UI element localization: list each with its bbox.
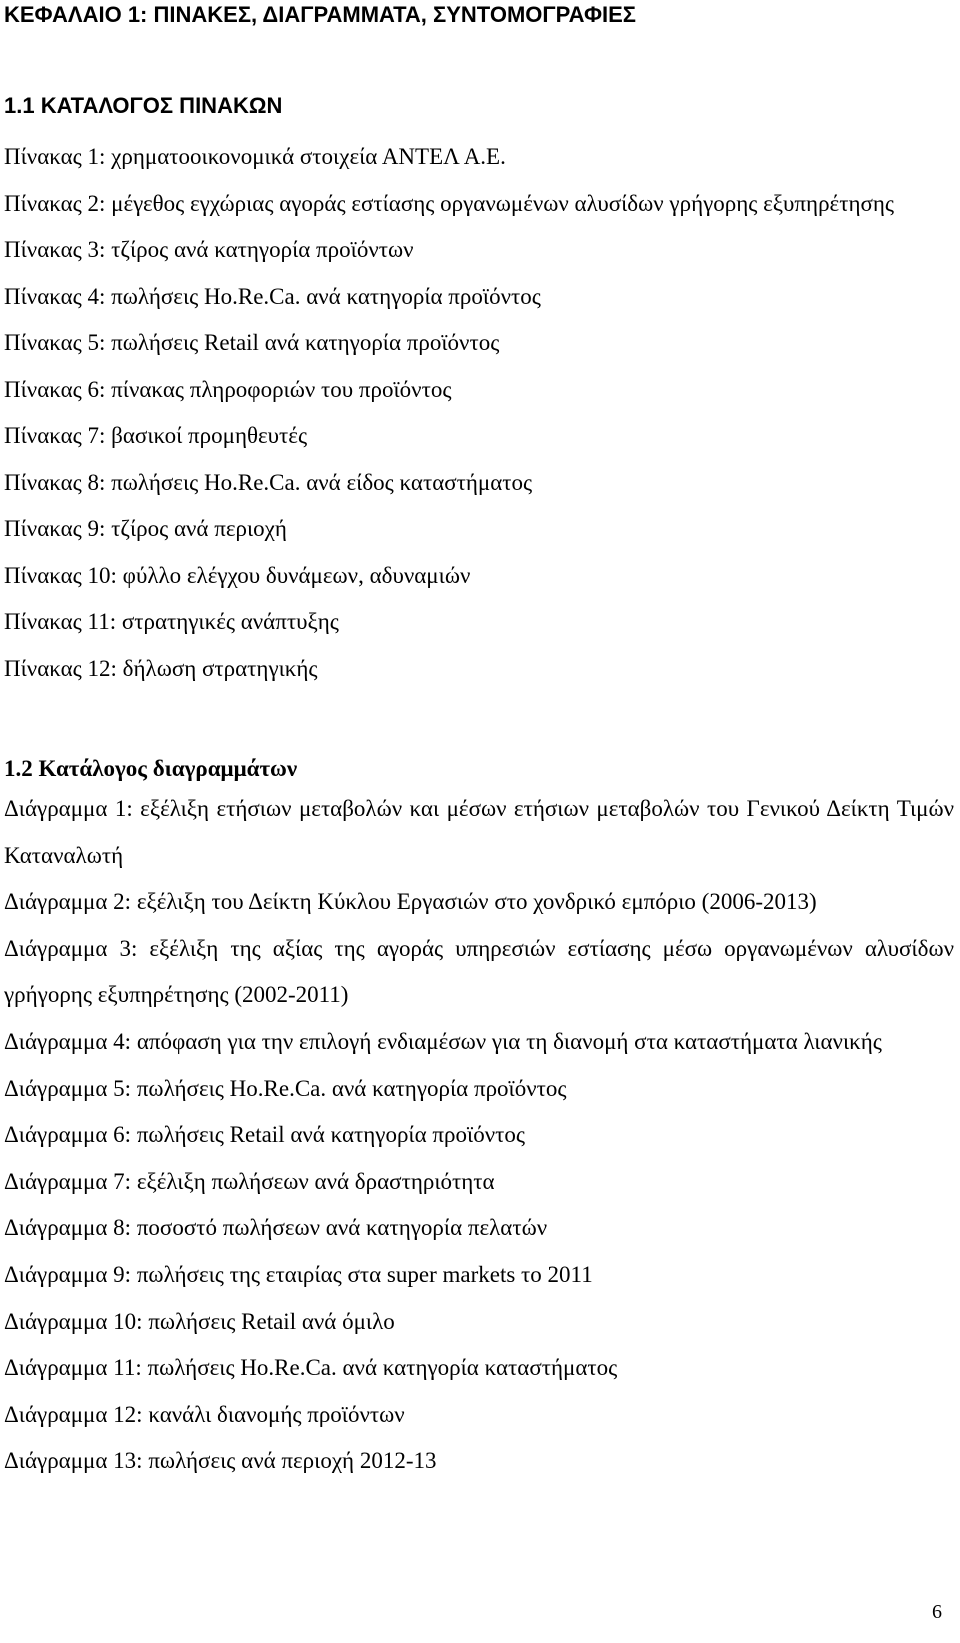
- table-entry-8: Πίνακας 8: πωλήσεις Ho.Re.Ca. ανά είδος καταστήματος: [4, 469, 533, 495]
- table-entry-9: Πίνακας 9: τζίρος ανά περιοχή: [4, 516, 287, 541]
- tables-list: [4, 134, 954, 692]
- diagram-entry-9: Διάγραμμα 9: πωλήσεις της εταιρίας στα super markets το 2011: [4, 1261, 593, 1287]
- tables-section-heading: 1.1 ΚΑΤΑΛΟΓΟΣ ΠΙΝΑΚΩΝ: [4, 93, 283, 118]
- diagram-entry-3: Διάγραμμα 3: εξέλιξη της αξίας της αγοράς υπηρεσιών εστίασης μέσω οργανωμένων αλυσίδων γρήγορης εξυπηρέτησης (2002-2011): [4, 935, 954, 1008]
- diagram-entry-2: Διάγραμμα 2: εξέλιξη του Δείκτη Κύκλου Εργασιών στο χονδρικό εμπόριο (2006-2013): [4, 889, 817, 915]
- diagram-entry-7: Διάγραμμα 7: εξέλιξη πωλήσεων ανά δραστηριότητα: [4, 1168, 495, 1194]
- table-entry-3: Πίνακας 3: τζίρος ανά κατηγορία προϊόντων: [4, 237, 414, 262]
- diagram-entry-12: Διάγραμμα 12: κανάλι διανομής προϊόντων: [4, 1401, 405, 1427]
- diagram-entry-8: Διάγραμμα 8: ποσοστό πωλήσεων ανά κατηγορία πελατών: [4, 1215, 548, 1241]
- table-entry-5: Πίνακας 5: πωλήσεις Retail ανά κατηγορία προϊόντος: [4, 330, 500, 355]
- diagram-entry-1: Διάγραμμα 1: εξέλιξη ετήσιων μεταβολών και μέσων ετήσιων μεταβολών του Γενικού Δείκτη Τιμών Καταναλωτή: [4, 796, 954, 868]
- diagram-entry-13: Διάγραμμα 13: πωλήσεις ανά περιοχή 2012-13: [4, 1448, 437, 1474]
- diagram-entry-4: Διάγραμμα 4: απόφαση για την επιλογή ενδιαμέσων για τη διανομή στα καταστήματα λιανικής: [4, 1028, 882, 1054]
- table-entry-12: Πίνακας 12: δήλωση στρατηγικής: [4, 655, 318, 681]
- diagram-entry-10: Διάγραμμα 10: πωλήσεις Retail ανά όμιλο: [4, 1308, 395, 1334]
- table-entry-4: Πίνακας 4: πωλήσεις Ho.Re.Ca. ανά κατηγορία προϊόντος: [4, 283, 541, 309]
- diagram-entry-5: Διάγραμμα 5: πωλήσεις Ho.Re.Ca. ανά κατηγορία προϊόντος: [4, 1075, 567, 1101]
- table-entry-11: Πίνακας 11: στρατηγικές ανάπτυξης: [4, 609, 339, 634]
- table-entry-7: Πίνακας 7: βασικοί προμηθευτές: [4, 423, 308, 448]
- chapter-title: ΚΕΦΑΛΑΙΟ 1: ΠΙΝΑΚΕΣ, ΔΙΑΓΡΑΜΜΑΤΑ, ΣΥΝΤΟΜΟΓΡΑΦΙΕΣ: [4, 2, 636, 27]
- table-entry-1: Πίνακας 1: χρηματοοικονομικά στοιχεία ΑΝΤΕΛ Α.Ε.: [4, 144, 506, 169]
- table-entry-6: Πίνακας 6: πίνακας πληροφοριών του προϊόντος: [4, 376, 452, 402]
- diagrams-section-heading: 1.2 Κατάλογος διαγραμμάτων: [4, 756, 298, 781]
- diagram-entry-6: Διάγραμμα 6: πωλήσεις Retail ανά κατηγορία προϊόντος: [4, 1122, 525, 1148]
- diagrams-list: [4, 786, 954, 1485]
- table-entry-2: Πίνακας 2: μέγεθος εγχώριας αγοράς εστίασης οργανωμένων αλυσίδων γρήγορης εξυπηρέτησης: [4, 190, 895, 216]
- table-entry-10: Πίνακας 10: φύλλο ελέγχου δυνάμεων, αδυναμιών: [4, 562, 471, 588]
- page-number: 6: [932, 1601, 942, 1623]
- diagram-entry-11: Διάγραμμα 11: πωλήσεις Ho.Re.Ca. ανά κατηγορία καταστήματος: [4, 1355, 618, 1381]
